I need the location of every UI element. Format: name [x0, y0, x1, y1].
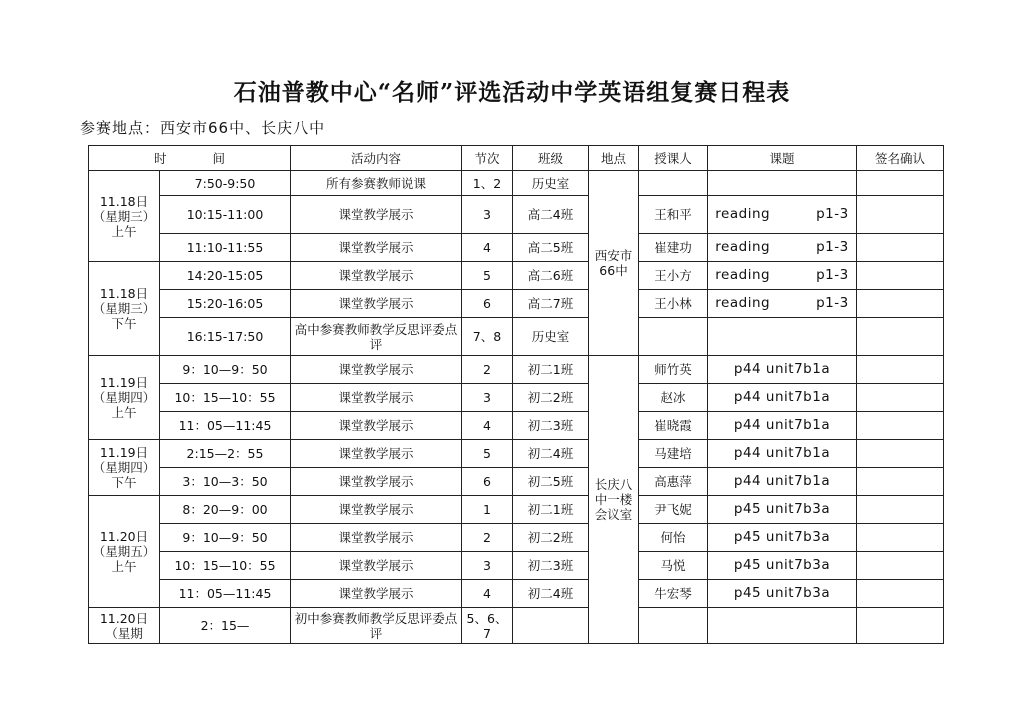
- period-cell: 6: [462, 290, 513, 318]
- content-cell: 课堂教学展示: [291, 384, 462, 412]
- table-row: [89, 384, 944, 412]
- content-cell: 所有参赛教师说课: [291, 171, 462, 196]
- header-teacher: 授课人: [639, 146, 708, 171]
- sign-cell[interactable]: [857, 468, 944, 496]
- teacher-cell: [639, 318, 708, 356]
- table-row: [89, 496, 944, 524]
- time-cell: 16:15-17:50: [160, 318, 291, 356]
- topic-cell: p44 unit7b1a: [708, 412, 857, 440]
- topic-cell: p44 unit7b1a: [708, 356, 857, 384]
- sign-cell[interactable]: [857, 171, 944, 196]
- sign-cell[interactable]: [857, 440, 944, 468]
- time-cell: 10：15—10：55: [160, 552, 291, 580]
- class-cell: 初二1班: [513, 356, 589, 384]
- teacher-cell: [639, 171, 708, 196]
- table-row: [89, 290, 944, 318]
- header-place: 地点: [589, 146, 639, 171]
- teacher-cell: 崔建功: [639, 234, 708, 262]
- sign-cell[interactable]: [857, 234, 944, 262]
- topic-cell: [708, 608, 857, 644]
- period-cell: 5: [462, 262, 513, 290]
- time-cell: 2：15—: [160, 608, 291, 644]
- period-cell: 6: [462, 468, 513, 496]
- schedule-table: [88, 145, 944, 644]
- table-row: [89, 171, 944, 196]
- teacher-cell: 马建培: [639, 440, 708, 468]
- time-cell: 9：10—9：50: [160, 356, 291, 384]
- content-cell: 课堂教学展示: [291, 468, 462, 496]
- period-cell: 4: [462, 234, 513, 262]
- teacher-cell: 尹飞妮: [639, 496, 708, 524]
- table-row: [89, 608, 944, 644]
- class-cell: 初二5班: [513, 468, 589, 496]
- period-cell: 7、8: [462, 318, 513, 356]
- sign-cell[interactable]: [857, 356, 944, 384]
- content-cell: 课堂教学展示: [291, 262, 462, 290]
- teacher-cell: 崔晓霞: [639, 412, 708, 440]
- table-row: [89, 262, 944, 290]
- time-cell: 15:20-16:05: [160, 290, 291, 318]
- class-cell: 初二3班: [513, 552, 589, 580]
- teacher-cell: 王和平: [639, 196, 708, 234]
- topic-cell: [708, 171, 857, 196]
- topic-cell: p45 unit7b3a: [708, 524, 857, 552]
- period-cell: 3: [462, 196, 513, 234]
- sign-cell[interactable]: [857, 608, 944, 644]
- topic-cell: [708, 318, 857, 356]
- period-cell: 3: [462, 552, 513, 580]
- period-cell: 1: [462, 496, 513, 524]
- content-cell: 课堂教学展示: [291, 440, 462, 468]
- period-cell: 4: [462, 412, 513, 440]
- place-cell: 西安市66中: [589, 171, 639, 356]
- teacher-cell: 高惠萍: [639, 468, 708, 496]
- time-cell: 14:20-15:05: [160, 262, 291, 290]
- class-cell: 初二2班: [513, 384, 589, 412]
- time-cell: 2:15—2：55: [160, 440, 291, 468]
- sign-cell[interactable]: [857, 580, 944, 608]
- content-cell: 课堂教学展示: [291, 580, 462, 608]
- topic-cell: p45 unit7b3a: [708, 580, 857, 608]
- date-cell: 11.18日（星期三）上午: [89, 171, 160, 262]
- teacher-cell: 赵冰: [639, 384, 708, 412]
- teacher-cell: 何怡: [639, 524, 708, 552]
- topic-cell: p44 unit7b1a: [708, 440, 857, 468]
- content-cell: 课堂教学展示: [291, 356, 462, 384]
- topic-cell: p45 unit7b3a: [708, 496, 857, 524]
- sign-cell[interactable]: [857, 290, 944, 318]
- class-cell: 历史室: [513, 318, 589, 356]
- period-cell: 5: [462, 440, 513, 468]
- date-cell: 11.20日（星期: [89, 608, 160, 644]
- table-row: [89, 524, 944, 552]
- class-cell: 初二2班: [513, 524, 589, 552]
- time-cell: 10：15—10：55: [160, 384, 291, 412]
- table-row: [89, 468, 944, 496]
- time-cell: 8：20—9：00: [160, 496, 291, 524]
- content-cell: 课堂教学展示: [291, 412, 462, 440]
- time-cell: 9：10—9：50: [160, 524, 291, 552]
- content-cell: 课堂教学展示: [291, 524, 462, 552]
- teacher-cell: [639, 608, 708, 644]
- page-title: 石油普教中心“名师”评选活动中学英语组复赛日程表: [233, 79, 791, 106]
- content-cell: 高中参赛教师教学反思评委点评: [291, 318, 462, 356]
- sign-cell[interactable]: [857, 496, 944, 524]
- sign-cell[interactable]: [857, 318, 944, 356]
- topic-cell: p45 unit7b3a: [708, 552, 857, 580]
- time-cell: 3：10—3：50: [160, 468, 291, 496]
- table-row: [89, 356, 944, 384]
- content-cell: 课堂教学展示: [291, 234, 462, 262]
- topic-cell: p44 unit7b1a: [708, 384, 857, 412]
- content-cell: 课堂教学展示: [291, 196, 462, 234]
- table-row: [89, 196, 944, 234]
- time-cell: 10:15-11:00: [160, 196, 291, 234]
- sign-cell[interactable]: [857, 196, 944, 234]
- table-row: [89, 552, 944, 580]
- class-cell: 初二4班: [513, 580, 589, 608]
- table-row: [89, 412, 944, 440]
- sign-cell[interactable]: [857, 384, 944, 412]
- period-cell: 3: [462, 384, 513, 412]
- time-cell: 11:10-11:55: [160, 234, 291, 262]
- class-cell: 高二5班: [513, 234, 589, 262]
- teacher-cell: 王小方: [639, 262, 708, 290]
- header-time: 时 间: [89, 146, 291, 171]
- venue-line: 参赛地点：西安市66中、长庆八中: [80, 119, 326, 137]
- place-cell: 长庆八中一楼会议室: [589, 356, 639, 644]
- topic-cell: reading p1-3: [708, 290, 857, 318]
- class-cell: 初二3班: [513, 412, 589, 440]
- time-cell: 11：05—11:45: [160, 412, 291, 440]
- class-cell: [513, 608, 589, 644]
- date-cell: 11.19日（星期四）下午: [89, 440, 160, 496]
- header-class: 班级: [513, 146, 589, 171]
- topic-cell: reading p1-3: [708, 196, 857, 234]
- content-cell: 课堂教学展示: [291, 552, 462, 580]
- content-cell: 初中参赛教师教学反思评委点评: [291, 608, 462, 644]
- sign-cell[interactable]: [857, 262, 944, 290]
- header-period: 节次: [462, 146, 513, 171]
- teacher-cell: 师竹英: [639, 356, 708, 384]
- time-cell: 11：05—11:45: [160, 580, 291, 608]
- period-cell: 2: [462, 356, 513, 384]
- header-sign: 签名确认: [857, 146, 944, 171]
- class-cell: 初二1班: [513, 496, 589, 524]
- teacher-cell: 马悦: [639, 552, 708, 580]
- sign-cell[interactable]: [857, 552, 944, 580]
- topic-cell: reading p1-3: [708, 262, 857, 290]
- table-row: [89, 234, 944, 262]
- sign-cell[interactable]: [857, 412, 944, 440]
- date-cell: 11.18日（星期三）下午: [89, 262, 160, 356]
- class-cell: 初二4班: [513, 440, 589, 468]
- topic-cell: p44 unit7b1a: [708, 468, 857, 496]
- teacher-cell: 王小林: [639, 290, 708, 318]
- period-cell: 4: [462, 580, 513, 608]
- period-cell: 1、2: [462, 171, 513, 196]
- header-row: [89, 146, 944, 171]
- period-cell: 2: [462, 524, 513, 552]
- content-cell: 课堂教学展示: [291, 496, 462, 524]
- period-cell: 5、6、7: [462, 608, 513, 644]
- header-topic: 课题: [708, 146, 857, 171]
- topic-cell: reading p1-3: [708, 234, 857, 262]
- table-row: [89, 440, 944, 468]
- class-cell: 高二7班: [513, 290, 589, 318]
- class-cell: 高二6班: [513, 262, 589, 290]
- table-row: [89, 580, 944, 608]
- date-cell: 11.19日（星期四）上午: [89, 356, 160, 440]
- date-cell: 11.20日（星期五）上午: [89, 496, 160, 608]
- class-cell: 高二4班: [513, 196, 589, 234]
- class-cell: 历史室: [513, 171, 589, 196]
- table-row: [89, 318, 944, 356]
- teacher-cell: 牛宏琴: [639, 580, 708, 608]
- header-content: 活动内容: [291, 146, 462, 171]
- sign-cell[interactable]: [857, 524, 944, 552]
- time-cell: 7:50-9:50: [160, 171, 291, 196]
- content-cell: 课堂教学展示: [291, 290, 462, 318]
